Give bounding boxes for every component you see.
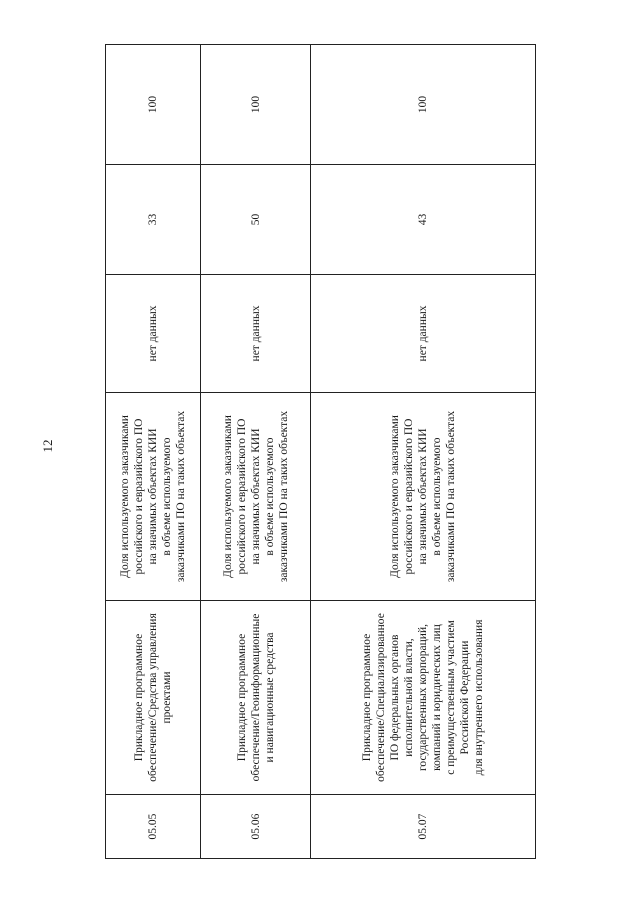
software-class-name: Прикладное программное обеспечение/Средства управления проектами	[106, 601, 201, 795]
software-class-name: Прикладное программное обеспечение/Специализированное ПО федеральных органов исполнительной власти, государственных корпораций, компаний и юридических лиц с преимущественным участием Российской Федерации для внутреннего использования	[311, 601, 536, 795]
intermediate-value: 50	[201, 165, 311, 275]
indicator-description: Доля используемого заказчиками российского и евразийского ПО на значимых объектах КИИ в объеме используемого заказчиками ПО на таких объектах	[201, 393, 311, 601]
indicator-table	[105, 44, 536, 859]
row-code: 05.05	[106, 795, 201, 859]
row-code: 05.07	[311, 795, 536, 859]
table-row	[311, 45, 536, 859]
baseline-value: нет данных	[106, 275, 201, 393]
table-row	[201, 45, 311, 859]
target-value: 100	[311, 45, 536, 165]
table-row	[106, 45, 201, 859]
indicator-description: Доля используемого заказчиками российского и евразийского ПО на значимых объектах КИИ в объеме используемого заказчиками ПО на таких объектах	[106, 393, 201, 601]
indicator-description: Доля используемого заказчиками российского и евразийского ПО на значимых объектах КИИ в объеме используемого заказчиками ПО на таких объектах	[311, 393, 536, 601]
row-code: 05.06	[201, 795, 311, 859]
page-number: 12	[40, 439, 55, 453]
baseline-value: нет данных	[201, 275, 311, 393]
intermediate-value: 33	[106, 165, 201, 275]
indicator-table-wrapper	[105, 45, 535, 859]
software-class-name: Прикладное программное обеспечение/Геоинформационные и навигационные средства	[201, 601, 311, 795]
target-value: 100	[106, 45, 201, 165]
intermediate-value: 43	[311, 165, 536, 275]
target-value: 100	[201, 45, 311, 165]
baseline-value: нет данных	[311, 275, 536, 393]
